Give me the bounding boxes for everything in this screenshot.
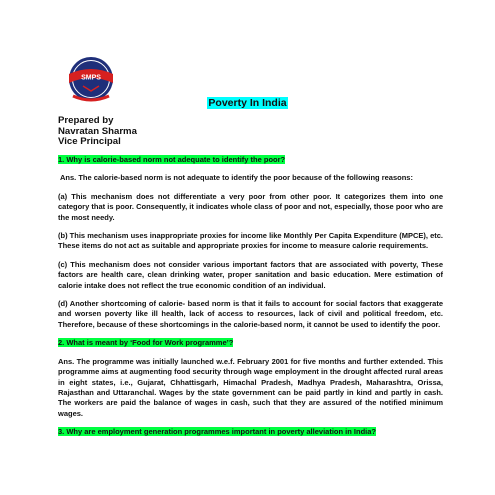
author-role: Vice Principal [58,136,121,148]
page-title: Poverty In India [208,97,287,109]
author-block [58,116,137,148]
answer-2: Ans. The programme was initially launched w.e.f. February 2001 for five months and further extended. This programme aims at augmenting food security through wage employment in the drought affected rural areas in eight states, i.e., Gujarat, Chhattisgarh, Himachal Pradesh, Madhya Pradesh, Maharashtra, Orissa, Rajasthan and Uttaranchal. Wages by the state government can be paid partly in kind and partly in cash. The workers are paid the balance of wages in cash, such that they are assured of the notified minimum wages. [58,356,443,418]
prepared-by-label: Prepared by [58,115,114,126]
question-3: 3. Why are employment generation programmes important in poverty alleviation in India? [58,427,376,437]
logo-text: SMPS [81,74,101,82]
answer-1-point-d: (d) Another shortcoming of calorie- based norm is that it fails to account for social factors that exaggerate and worsen poverty like ill health, lack of access to resources, lack of civil and political freedom, etc. Therefore, because of these shortcomings in the calorie-based norm, it cannot be used to identify the poor. [58,299,443,329]
answer-1-point-c: (c) This mechanism does not consider various important factors that are associated with poverty, These factors are health care, clean drinking water, proper sanitation and basic education. Mere estimation of calorie intake does not reflect the true economic condition of an individual. [58,259,443,290]
answer-1-point-b: (b) This mechanism uses inappropriate proxies for income like Monthly Per Capita Expenditure (MPCE), etc. These items do not act as suitable and appropriate proxies for income to measure calorie requirements. [58,231,443,251]
question-1: 1. Why is calorie-based norm not adequate to identify the poor? [58,155,286,164]
author-name: Navratan Sharma [58,125,137,137]
document-body [58,155,443,446]
answer-1-intro: Ans. The calorie-based norm is not adequate to identify the poor because of the following reasons: [60,173,413,183]
question-2: 2. What is meant by ‘Food for Work programme’? [58,338,234,348]
answer-1-point-a: (a) This mechanism does not differentiate a very poor from other poor. It categorizes them into one category that is poor. Consequently, it indicates whole class of poor and not, especially, those poor who are the most needy. [58,191,443,222]
